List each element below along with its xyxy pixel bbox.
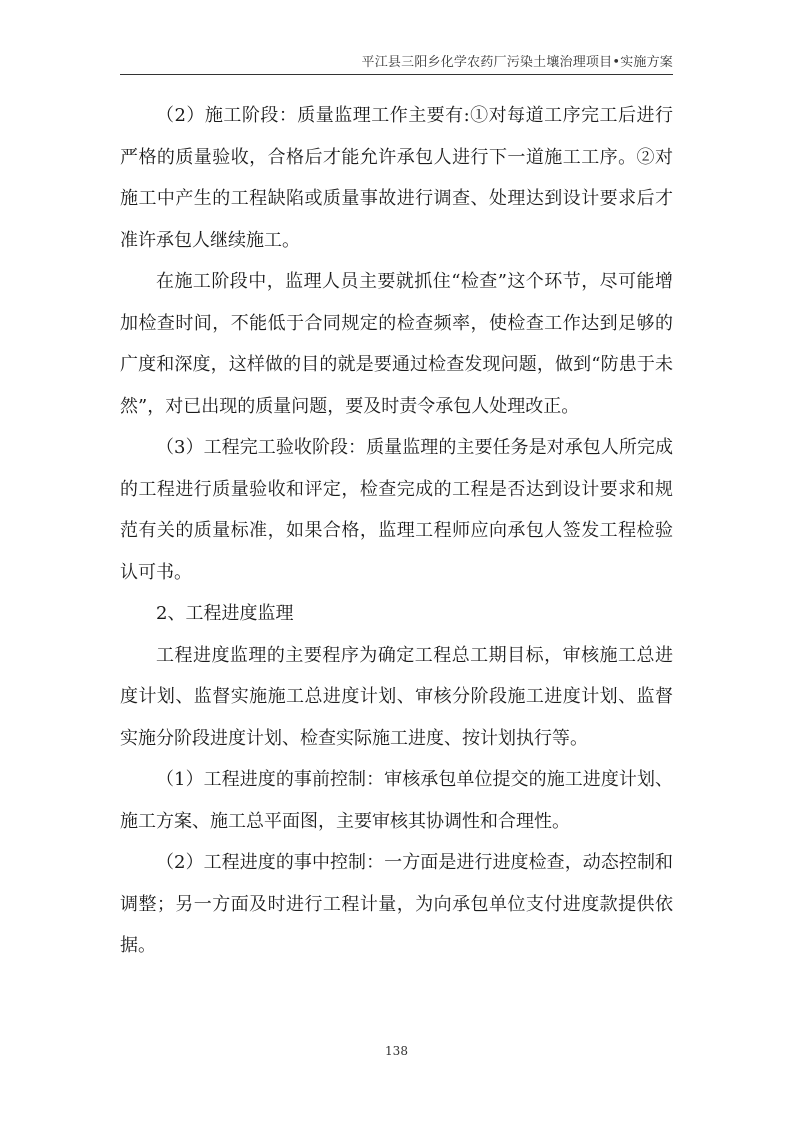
- paragraph-inspection: 在施工阶段中，监理人员主要就抓住“检查”这个环节，尽可能增加检查时间，不能低于合同规定的检查频率，使检查工作达到足够的广度和深度，这样做的目的就是要通过检查发现问题，做到“防患于未然”，对已出现的质量问题，要及时责令承包人处理改正。: [120, 271, 673, 417]
- header-divider: [120, 74, 673, 75]
- paragraph-progress-procedure: 工程进度监理的主要程序为确定工程总工期目标，审核施工总进度计划、监督实施施工总进度计划、审核分阶段施工进度计划、监督实施分阶段进度计划、检查实际施工进度、按计划执行等。: [120, 644, 673, 749]
- paragraph-in-process-control: （2）工程进度的事中控制：一方面是进行进度检查，动态控制和调整；另一方面及时进行工程计量，为向承包单位支付进度款提供依据。: [120, 852, 673, 956]
- paragraph-pre-control: （1）工程进度的事前控制：审核承包单位提交的施工进度计划、施工方案、施工总平面图，主要审核其协调性和合理性。: [120, 769, 673, 832]
- paragraph-completion-acceptance: （3）工程完工验收阶段：质量监理的主要任务是对承包人所完成的工程进行质量验收和评定，检查完成的工程是否达到设计要求和规范有关的质量标准，如果合格，监理工程师应向承包人签发工程检验认可书。: [120, 437, 673, 583]
- running-header: 平江县三阳乡化学农药厂污染土壤治理项目•实施方案: [361, 55, 673, 70]
- section-heading-progress-supervision: 2、工程进度监理: [156, 603, 294, 624]
- document-body: [120, 95, 673, 967]
- page-number: 138: [385, 1044, 408, 1058]
- paragraph-construction-stage: （2）施工阶段：质量监理工作主要有:①对每道工序完工后进行严格的质量验收，合格后才能允许承包人进行下一道施工工序。②对施工中产生的工程缺陷或质量事故进行调查、处理达到设计要求后才准许承包人继续施工。: [120, 105, 673, 251]
